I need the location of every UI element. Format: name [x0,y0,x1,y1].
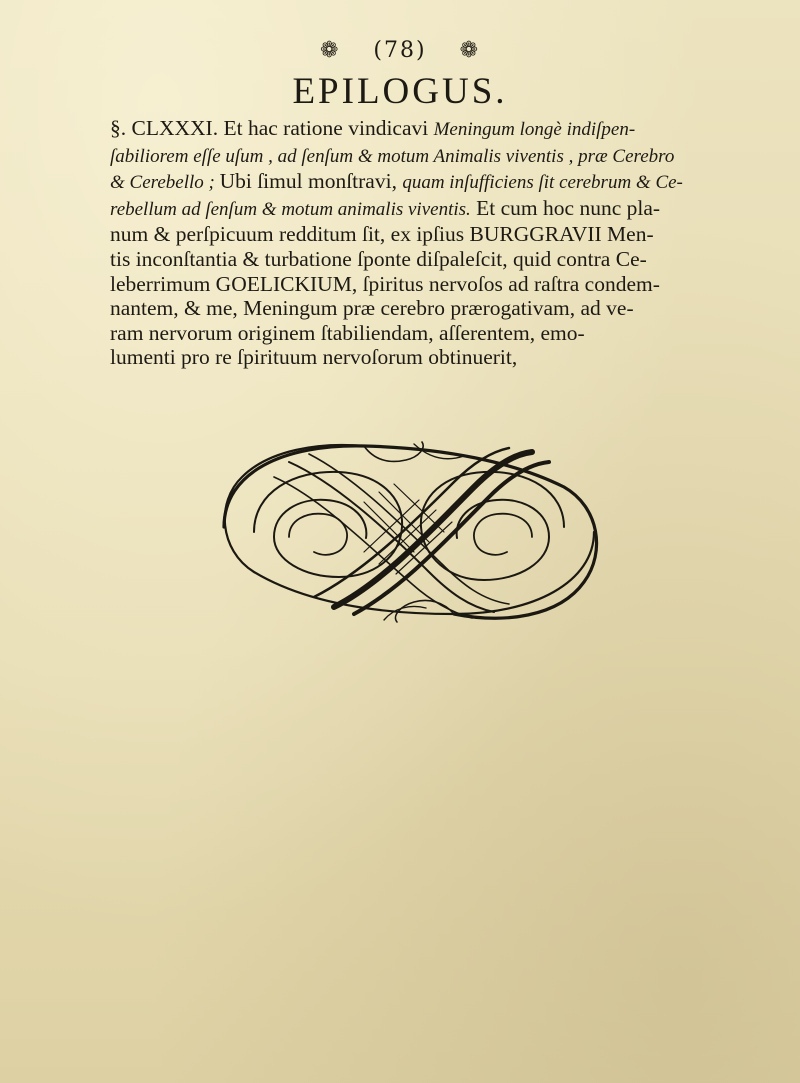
text-span: quam inſufficiens ſit cerebrum & Ce- [402,172,683,194]
text-line [110,116,735,143]
text-line [110,143,735,170]
text-span: lumenti pro re ſpirituum nervoſorum obtinuerit, [110,345,518,370]
text-span: tis inconſtantia & turbatione ſponte diſpaleſcit, quid contra Ce- [110,246,647,271]
text-span: rebellum ad ſenſum & motum animalis viventis. [110,198,471,220]
text-span: & Cerebello ; [110,172,220,194]
section-title: EPILOGUS. [292,71,508,112]
text-line [110,272,735,297]
text-span: Ubi ſimul monſtravi, [219,169,403,194]
text-line [110,247,735,272]
running-header [0,38,800,63]
page-number: (78) [373,38,427,63]
text-span: nantem, & me, Meningum præ cerebro prærogativam, ad ve- [110,296,634,321]
paragraph [110,116,735,370]
text-line [110,196,735,223]
text-span: ſabiliorem eſſe uſum , ad ſenſum & motum Animalis viventis , præ Cerebro [110,145,675,167]
text-span: Meningum longè indiſpen- [433,119,636,140]
text-line [110,345,735,370]
calligraphic-flourish-icon [214,432,604,627]
text-line [110,296,735,321]
text-span: leberrimum GOELICKIUM, ſpiritus nervoſos ad raſtra condem- [110,271,660,296]
text-line [110,222,735,247]
right-fleuron-icon: ❁ [459,38,481,63]
text-line [110,169,735,196]
text-span: Et cum hoc nunc pla- [470,195,661,220]
text-line [110,321,735,346]
text-span: §. CLXXXI. Et hac ratione vindicavi [110,116,434,140]
left-fleuron-icon: ❁ [319,38,341,63]
text-span: num & perſpicuum redditum ſit, ex ipſius BURGGRAVII Men- [110,222,654,247]
text-span: ram nervorum originem ſtabiliendam, aſſerentem, emo- [110,320,585,345]
